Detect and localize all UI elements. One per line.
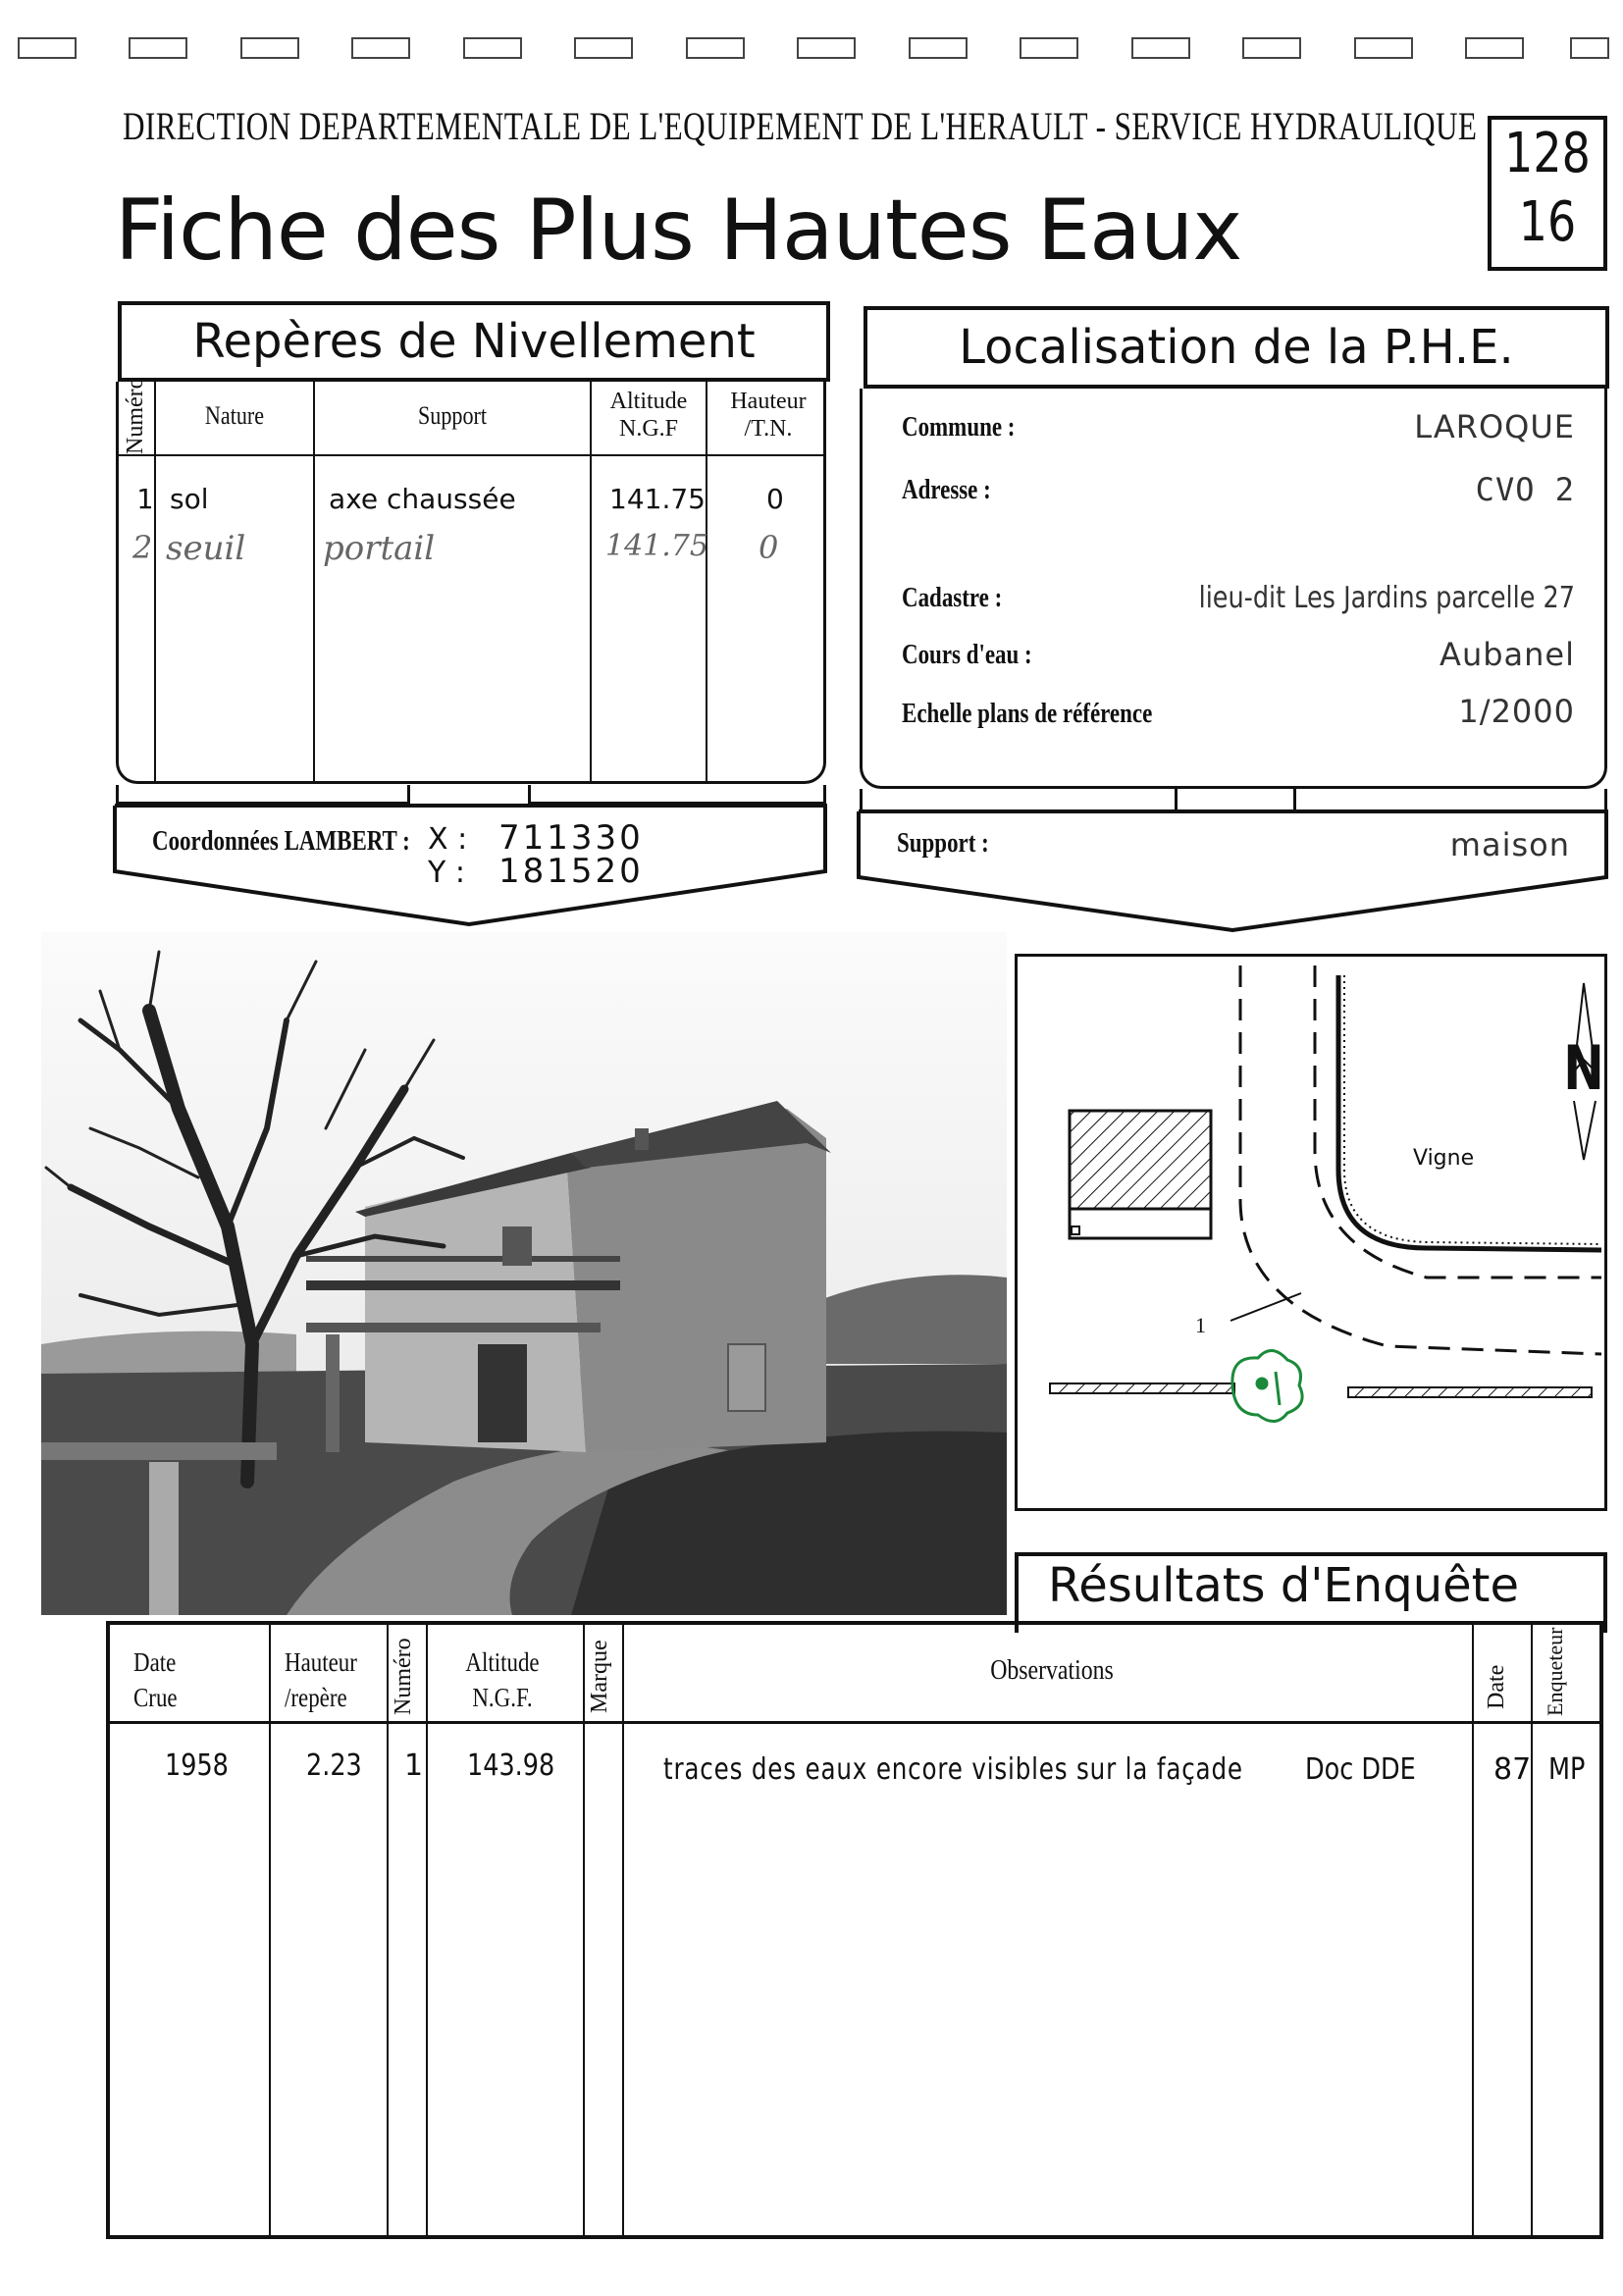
col-header-hauteur-repere: Hauteur /repère <box>285 1647 357 1712</box>
resultat-row1-numero: 1 <box>404 1748 424 1783</box>
col-header-enqueteur: Enqueteur <box>1543 1627 1567 1717</box>
binding-hole <box>351 37 410 59</box>
resultat-row1-hauteur: 2.23 <box>306 1748 362 1783</box>
resultats-title: Résultats d'Enquête <box>1048 1558 1519 1613</box>
lambert-y-label: Y : <box>428 856 465 890</box>
north-arrow-label: N <box>1563 1032 1604 1104</box>
binding-hole <box>18 37 77 59</box>
resultat-row1-observations: traces des eaux encore visibles sur la façade <box>663 1752 1243 1787</box>
resultat-row1-date: 87 <box>1493 1752 1532 1787</box>
support-value: maison <box>1449 826 1570 863</box>
vigne-label: Vigne <box>1413 1146 1475 1171</box>
col-header-numero: Numéro <box>391 1638 416 1716</box>
support-label: Support : <box>897 828 989 859</box>
commune-value: LAROQUE <box>1414 408 1575 445</box>
col-header-numero: Numéro <box>123 377 148 454</box>
house-photo <box>41 932 1007 1615</box>
cours-eau-value: Aubanel <box>1440 636 1575 673</box>
binding-hole <box>909 37 968 59</box>
reperes-row1-nature: sol <box>170 483 209 515</box>
reperes-row2-hauteur: 0 <box>759 529 779 566</box>
reperes-row1-hauteur: 0 <box>766 483 784 515</box>
localisation-title: Localisation de la P.H.E. <box>864 306 1609 389</box>
binding-hole <box>1020 37 1078 59</box>
col-header-hauteur: Hauteur /T.N. <box>730 389 807 442</box>
binding-hole <box>240 37 299 59</box>
reperes-connector-right <box>528 785 826 805</box>
localisation-panel <box>860 389 1607 789</box>
binding-hole <box>1131 37 1190 59</box>
binding-hole <box>1242 37 1301 59</box>
reperes-row1-support: axe chaussée <box>329 483 516 515</box>
reperes-row2-altitude: 141.75 <box>605 529 708 563</box>
binding-hole <box>574 37 633 59</box>
col-header-date: Date <box>1484 1664 1509 1709</box>
col-header-nature: Nature <box>204 401 265 430</box>
binding-hole <box>686 37 745 59</box>
binding-hole <box>1465 37 1524 59</box>
reperes-row1-numero: 1 <box>136 483 153 515</box>
echelle-value: 1/2000 <box>1458 693 1575 730</box>
resultat-row1-source: Doc DDE <box>1305 1752 1416 1787</box>
reperes-row2-nature: seuil <box>166 529 246 568</box>
reperes-connector-left <box>116 785 410 805</box>
binding-hole <box>1570 37 1609 59</box>
col-header-support: Support <box>418 401 487 430</box>
col-header-observations: Observations <box>990 1655 1114 1686</box>
col-header-date-crue: Date Crue <box>133 1647 178 1712</box>
reperes-table <box>116 377 826 784</box>
cadastre-label: Cadastre : <box>902 583 1003 613</box>
binding-hole <box>1354 37 1413 59</box>
adresse-label: Adresse : <box>902 475 991 505</box>
sheet-code-box <box>1488 116 1607 271</box>
location-plan-drawing <box>1015 954 1607 1511</box>
binding-hole <box>129 37 187 59</box>
cours-eau-label: Cours d'eau : <box>902 640 1032 670</box>
echelle-label: Echelle plans de référence <box>902 699 1153 729</box>
department-header: DIRECTION DEPARTEMENTALE DE L'EQUIPEMENT DE L'HERAULT - SERVICE HYDRAULIQUE <box>123 104 1478 148</box>
reperes-row1-altitude: 141.75 <box>609 483 706 515</box>
resultat-row1-altitude: 143.98 <box>467 1748 555 1783</box>
binding-hole <box>463 37 522 59</box>
page-title: Fiche des Plus Hautes Eaux <box>115 182 1242 280</box>
reperes-row2-support: portail <box>323 529 436 568</box>
lambert-pointer-box <box>112 803 828 930</box>
adresse-value: CVO 2 <box>1475 471 1575 508</box>
col-header-altitude: Altitude N.G.F. <box>465 1647 540 1712</box>
plan-marker-label: 1 <box>1195 1313 1206 1337</box>
lambert-x-value: 711330 <box>498 818 644 858</box>
sheet-code-top: 128 <box>1504 122 1591 185</box>
col-header-altitude: Altitude N.G.F <box>609 389 688 442</box>
reperes-title: Repères de Nivellement <box>118 301 830 382</box>
col-header-marque: Marque <box>587 1640 612 1714</box>
lambert-x-label: X : <box>428 822 468 857</box>
reperes-row2-numero: 2 <box>132 529 153 566</box>
cadastre-value: lieu-dit Les Jardins parcelle 27 <box>1198 581 1575 615</box>
binding-hole <box>797 37 856 59</box>
lambert-label: Coordonnées LAMBERT : <box>152 826 410 857</box>
lambert-y-value: 181520 <box>498 852 644 891</box>
commune-label: Commune : <box>902 412 1016 443</box>
sheet-code-bottom: 16 <box>1518 190 1577 254</box>
resultats-table <box>106 1621 1603 2239</box>
resultat-row1-enqueteur: MP <box>1548 1752 1586 1787</box>
resultat-row1-date-crue: 1958 <box>165 1748 229 1783</box>
